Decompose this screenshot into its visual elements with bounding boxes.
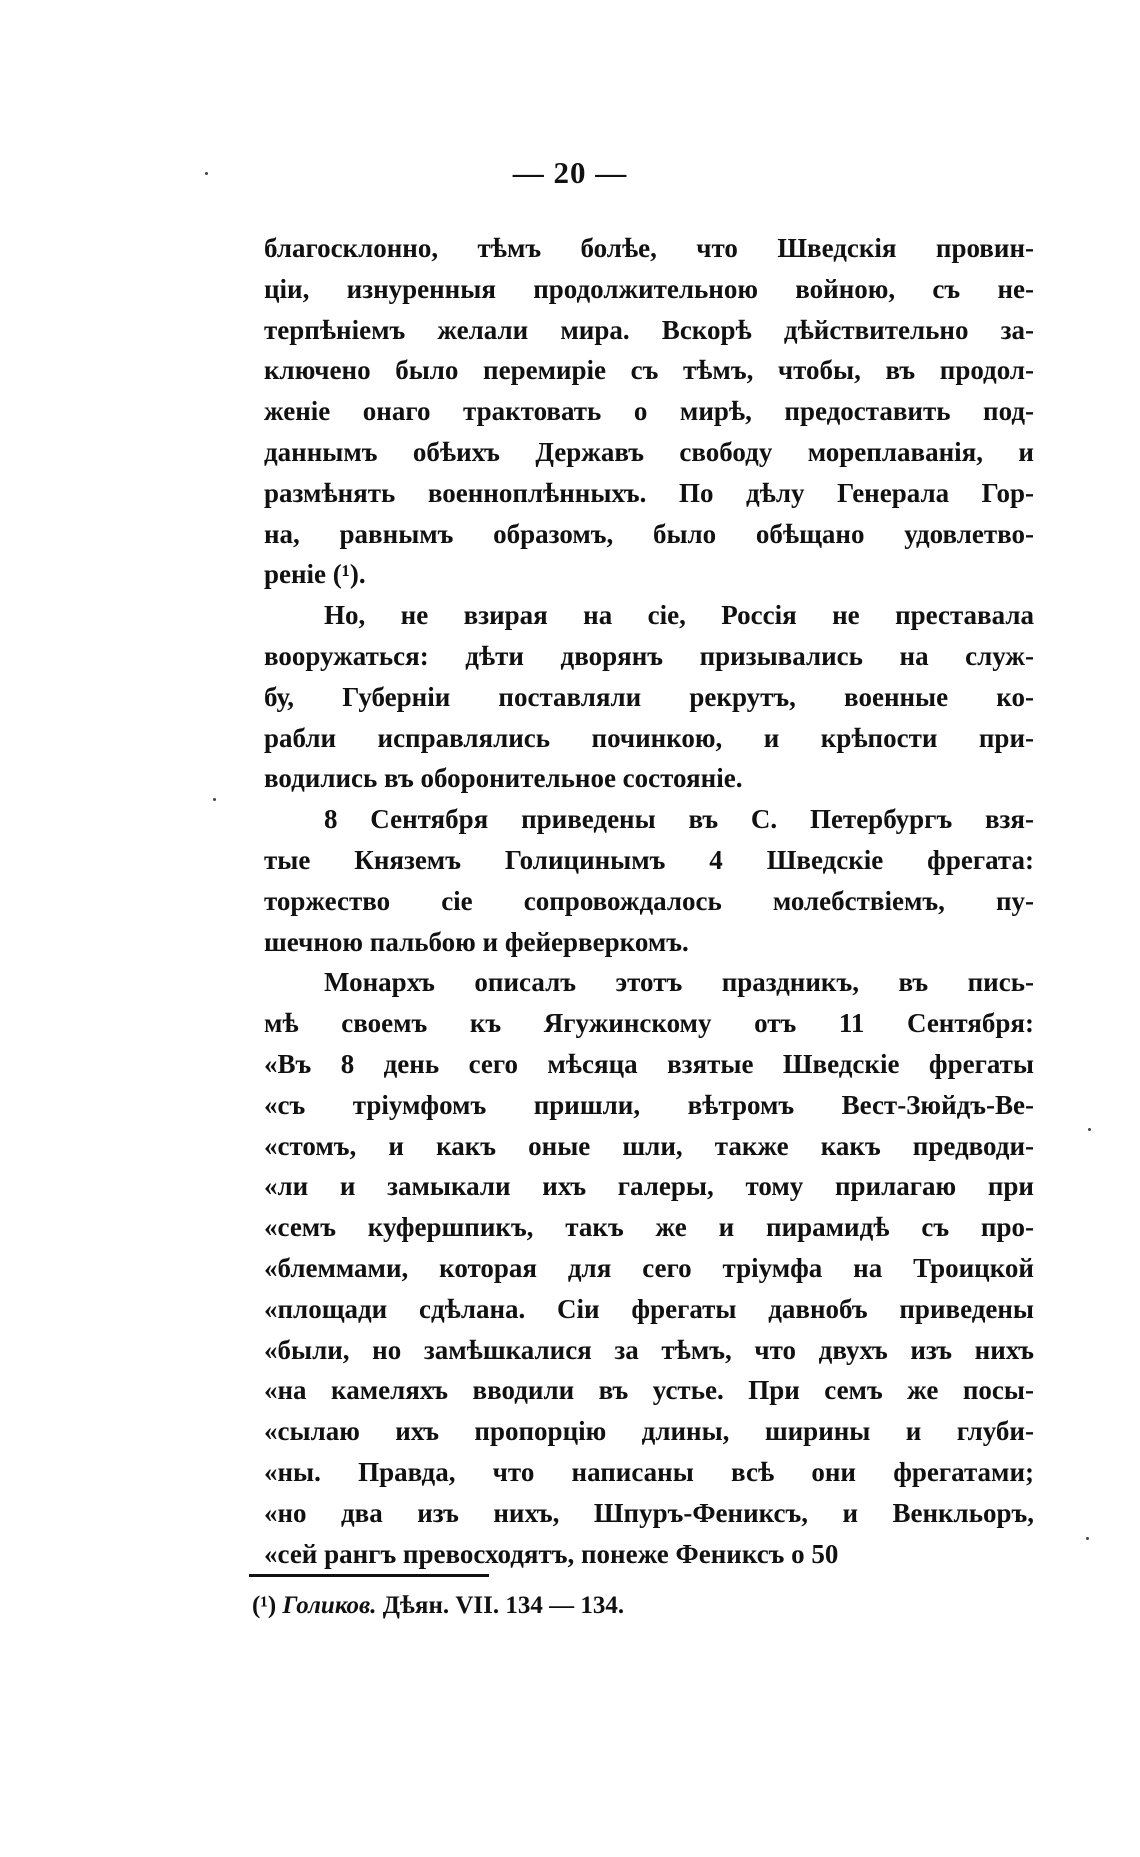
text-line: «семъ куфершпикъ, такъ же и пирамидѣ съ про- (264, 1212, 1034, 1243)
paragraph (264, 228, 1034, 595)
paragraph (264, 799, 1034, 962)
text-line: «ли и замыкали ихъ галеры, тому прилагаю при (264, 1171, 1034, 1202)
text-line: «съ тріумфомъ пришли, вѣтромъ Вест-Зюйдъ-Ве- (264, 1089, 1034, 1120)
text-line: «стомъ, и какъ оные шли, также какъ предводи- (264, 1130, 1034, 1161)
text-line: «были, но замѣшкалися за тѣмъ, что двухъ изъ нихъ (264, 1334, 1034, 1365)
text-line: женіе онаго трактовать о мирѣ, предоставить под- (264, 396, 1034, 427)
text-line: шечною пальбою и фейерверкомъ. (264, 926, 689, 957)
text-line: «сылаю ихъ пропорцію длины, ширины и глуби- (264, 1416, 1034, 1447)
text-line: бу, Губерніи поставляли рекрутъ, военные ко- (264, 681, 1034, 712)
text-line: 8 Сентября приведены въ С. Петербургъ взя- (324, 804, 1034, 835)
text-line: вооружаться: дѣти дворянъ призывались на служ- (264, 640, 1034, 671)
footnote-author: Голиков. (282, 1592, 377, 1619)
text-line: благосклонно, тѣмъ болѣе, что Шведскія провин- (264, 233, 1034, 263)
text-line: Монархъ описалъ этотъ праздникъ, въ пись- (324, 967, 1034, 998)
text-line: торжество сіе сопровождалось молебствіемъ, пу- (264, 885, 1034, 916)
text-line: тые Княземъ Голицинымъ 4 Шведскіе фрегата: (264, 844, 1034, 875)
text-line: даннымъ обѣихъ Державъ свободу мореплаванія, и (264, 436, 1034, 467)
text-line: размѣнять военноплѣнныхъ. По дѣлу Генерала Гор- (264, 477, 1034, 508)
main-text (264, 228, 1034, 1574)
text-line: ключено было перемиріе съ тѣмъ, чтобы, въ продол- (264, 355, 1034, 386)
text-line: мѣ своемъ къ Ягужинскому отъ 11 Сентября: (264, 1008, 1034, 1039)
text-line: Но, не взирая на сіе, Россія не преставала (324, 600, 1034, 631)
text-line: «на камеляхъ вводили въ устье. При семъ же посы- (264, 1375, 1034, 1406)
print-speck (205, 172, 208, 175)
page-number: — 20 — (512, 155, 628, 190)
text-line: «ны. Правда, что написаны всѣ они фрегатами; (264, 1456, 1034, 1487)
text-line: «но два изъ нихъ, Шпуръ-Фениксъ, и Венкльоръ, (264, 1497, 1034, 1528)
print-speck (213, 798, 216, 801)
text-line: «блеммами, которая для сего тріумфа на Троицкой (264, 1252, 1034, 1283)
print-speck (1086, 1537, 1089, 1540)
text-line: водились въ оборонительное состояніе. (264, 763, 743, 794)
paragraph (264, 595, 1034, 799)
text-line: «сей рангъ превосходятъ, понеже Фениксъ о 50 (264, 1538, 839, 1569)
text-line: на, равнымъ образомъ, было обѣщано удовлетво- (264, 518, 1034, 549)
footnote (252, 1586, 624, 1626)
print-speck (1088, 1128, 1091, 1131)
text-line: ціи, изнуренныя продолжительною войною, съ не- (264, 273, 1034, 304)
footnote-text: Дѣян. VII. 134 — 134. (382, 1592, 625, 1619)
text-line: «площади сдѣлана. Сіи фрегаты давнобъ приведены (264, 1293, 1034, 1324)
paragraph (264, 962, 1034, 1574)
text-line: рабли исправлялись починкою, и крѣпости при- (264, 722, 1034, 753)
footnote-rule (249, 1574, 489, 1577)
text-line: терпѣніемъ желали мира. Вскорѣ дѣйствительно за- (264, 314, 1034, 345)
text-line: реніе (¹). (264, 559, 366, 590)
footnote-marker: (¹) (252, 1592, 277, 1619)
text-line: «Въ 8 день сего мѣсяца взятые Шведскіе фрегаты (264, 1048, 1034, 1079)
